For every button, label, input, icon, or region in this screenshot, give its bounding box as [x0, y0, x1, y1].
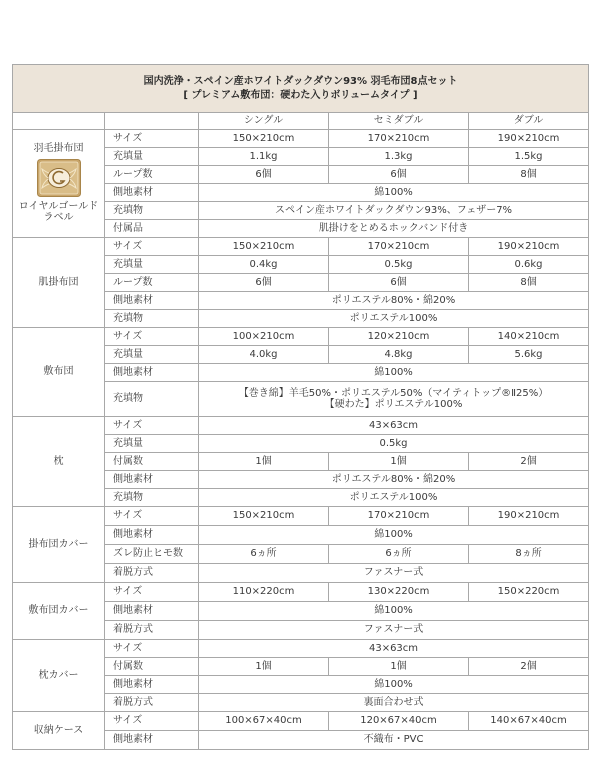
spec-value: 6個 — [199, 274, 329, 292]
spec-value: 190×210cm — [469, 507, 589, 526]
spec-label: サイズ — [105, 583, 199, 602]
spec-value: 0.6kg — [469, 256, 589, 274]
spec-label: サイズ — [105, 712, 199, 731]
spec-value: 170×210cm — [329, 130, 469, 148]
spec-value: 1個 — [329, 658, 469, 676]
spec-value: 6個 — [329, 166, 469, 184]
spec-value: 140×210cm — [469, 328, 589, 346]
spec-label: 側地素材 — [105, 292, 199, 310]
column-header-row — [13, 113, 589, 130]
category-subtitle: ラベル — [43, 212, 74, 224]
spec-label: 着脱方式 — [105, 694, 199, 712]
spec-value: 1個 — [329, 453, 469, 471]
spec-value: 170×210cm — [329, 507, 469, 526]
category-name: 羽毛掛布団 — [33, 143, 84, 155]
spec-row — [13, 238, 589, 256]
spec-label: 充填物 — [105, 489, 199, 507]
spec-value: 4.8kg — [329, 346, 469, 364]
spec-value: 裏面合わせ式 — [199, 694, 589, 712]
column-header-double: ダブル — [469, 113, 589, 130]
spec-label: 付属数 — [105, 658, 199, 676]
category-cell — [13, 712, 105, 750]
spec-label: 側地素材 — [105, 602, 199, 621]
spec-value: 150×210cm — [199, 238, 329, 256]
table-title — [13, 65, 589, 113]
title-row — [13, 65, 589, 113]
blank-header-cell — [13, 113, 105, 130]
spec-value: 43×63cm — [199, 640, 589, 658]
spec-value: 6ヵ所 — [199, 545, 329, 564]
spec-table — [12, 64, 589, 750]
spec-value: 8個 — [469, 274, 589, 292]
spec-label: サイズ — [105, 328, 199, 346]
category-cell — [13, 583, 105, 640]
spec-row — [13, 712, 589, 731]
spec-value: 100×67×40cm — [199, 712, 329, 731]
category-name: 掛布団カバー — [28, 538, 89, 550]
spec-value: 100×210cm — [199, 328, 329, 346]
spec-label: ループ数 — [105, 166, 199, 184]
spec-label: 充填量 — [105, 148, 199, 166]
spec-table-body — [13, 65, 589, 750]
spec-label: サイズ — [105, 507, 199, 526]
spec-value: 6個 — [199, 166, 329, 184]
royal-gold-label-emblem-icon — [37, 159, 81, 197]
spec-label: 充填量 — [105, 435, 199, 453]
spec-row — [13, 507, 589, 526]
spec-value: ポリエステル80%・綿20% — [199, 471, 589, 489]
spec-value: 170×210cm — [329, 238, 469, 256]
spec-row — [13, 640, 589, 658]
spec-value: 1.1kg — [199, 148, 329, 166]
spec-value-line: 【硬わた】ポリエステル100% — [324, 399, 463, 410]
spec-value: 不織布・PVC — [199, 731, 589, 750]
category-cell — [13, 640, 105, 712]
category-name: 肌掛布団 — [38, 276, 79, 288]
spec-row — [13, 130, 589, 148]
spec-value: スペイン産ホワイトダックダウン93%、フェザー7% — [199, 202, 589, 220]
spec-label: ループ数 — [105, 274, 199, 292]
spec-value: ポリエステル80%・綿20% — [199, 292, 589, 310]
spec-row — [13, 328, 589, 346]
spec-value: 綿100% — [199, 602, 589, 621]
spec-value: 1個 — [199, 453, 329, 471]
spec-label: 充填量 — [105, 346, 199, 364]
spec-value: 1.3kg — [329, 148, 469, 166]
spec-label: 側地素材 — [105, 364, 199, 382]
spec-value: 5.6kg — [469, 346, 589, 364]
category-cell — [13, 417, 105, 507]
spec-label: 充填物 — [105, 382, 199, 417]
spec-value: 綿100% — [199, 184, 589, 202]
spec-value: 8個 — [469, 166, 589, 184]
spec-value: 1.5kg — [469, 148, 589, 166]
title-line-1: 国内洗浄・スペイン産ホワイトダックダウン93% 羽毛布団8点セット — [143, 76, 458, 87]
spec-label: 側地素材 — [105, 731, 199, 750]
category-cell — [13, 328, 105, 417]
blank-header-cell — [105, 113, 199, 130]
spec-label: サイズ — [105, 417, 199, 435]
spec-value: 190×210cm — [469, 130, 589, 148]
spec-label: サイズ — [105, 640, 199, 658]
spec-value: 肌掛けをとめるホックバンド付き — [199, 220, 589, 238]
spec-label: 付属数 — [105, 453, 199, 471]
spec-label: 側地素材 — [105, 526, 199, 545]
spec-value: 1個 — [199, 658, 329, 676]
category-name: 敷布団 — [43, 366, 74, 378]
spec-value: 6ヵ所 — [329, 545, 469, 564]
category-name: 収納ケース — [33, 724, 84, 736]
spec-value: 150×210cm — [199, 507, 329, 526]
spec-value: 150×220cm — [469, 583, 589, 602]
spec-value: 0.5kg — [329, 256, 469, 274]
title-line-2: [ プレミアム敷布団：硬わた入りボリュームタイプ ] — [183, 89, 418, 101]
spec-value: 110×220cm — [199, 583, 329, 602]
spec-value-line: 【巻き綿】羊毛50%・ポリエステル50%（マイティトップ®Ⅱ25%） — [238, 387, 549, 399]
category-cell — [13, 238, 105, 328]
spec-row — [13, 583, 589, 602]
category-cell — [13, 507, 105, 583]
spec-value: 綿100% — [199, 526, 589, 545]
category-name: 敷布団カバー — [28, 605, 89, 617]
spec-value: 190×210cm — [469, 238, 589, 256]
spec-value — [199, 382, 589, 417]
spec-value: 43×63cm — [199, 417, 589, 435]
spec-label: サイズ — [105, 238, 199, 256]
spec-value: 120×210cm — [329, 328, 469, 346]
spec-label: 付属品 — [105, 220, 199, 238]
spec-value: 0.5kg — [199, 435, 589, 453]
spec-label: 着脱方式 — [105, 621, 199, 640]
spec-label: 着脱方式 — [105, 564, 199, 583]
spec-label: ズレ防止ヒモ数 — [105, 545, 199, 564]
category-name: 枕 — [53, 455, 64, 467]
spec-value: 4.0kg — [199, 346, 329, 364]
category-cell — [13, 130, 105, 238]
spec-value: 2個 — [469, 658, 589, 676]
spec-value: 140×67×40cm — [469, 712, 589, 731]
spec-label: 側地素材 — [105, 471, 199, 489]
spec-value: 6個 — [329, 274, 469, 292]
category-name: 枕カバー — [38, 669, 79, 681]
spec-value: 綿100% — [199, 676, 589, 694]
spec-value: 120×67×40cm — [329, 712, 469, 731]
spec-value: 8ヵ所 — [469, 545, 589, 564]
spec-row — [13, 417, 589, 435]
spec-value: ポリエステル100% — [199, 310, 589, 328]
spec-label: 充填物 — [105, 202, 199, 220]
spec-value: 150×210cm — [199, 130, 329, 148]
column-header-semi-double: セミダブル — [329, 113, 469, 130]
spec-value: 2個 — [469, 453, 589, 471]
spec-label: 充填量 — [105, 256, 199, 274]
spec-value: ファスナー式 — [199, 564, 589, 583]
category-subtitle: ロイヤルゴールド — [18, 200, 99, 212]
spec-label: 充填物 — [105, 310, 199, 328]
spec-value: 綿100% — [199, 364, 589, 382]
spec-value: ポリエステル100% — [199, 489, 589, 507]
spec-value: ファスナー式 — [199, 621, 589, 640]
spec-label: 側地素材 — [105, 184, 199, 202]
spec-value: 130×220cm — [329, 583, 469, 602]
spec-value: 0.4kg — [199, 256, 329, 274]
column-header-single: シングル — [199, 113, 329, 130]
spec-label: 側地素材 — [105, 676, 199, 694]
spec-label: サイズ — [105, 130, 199, 148]
